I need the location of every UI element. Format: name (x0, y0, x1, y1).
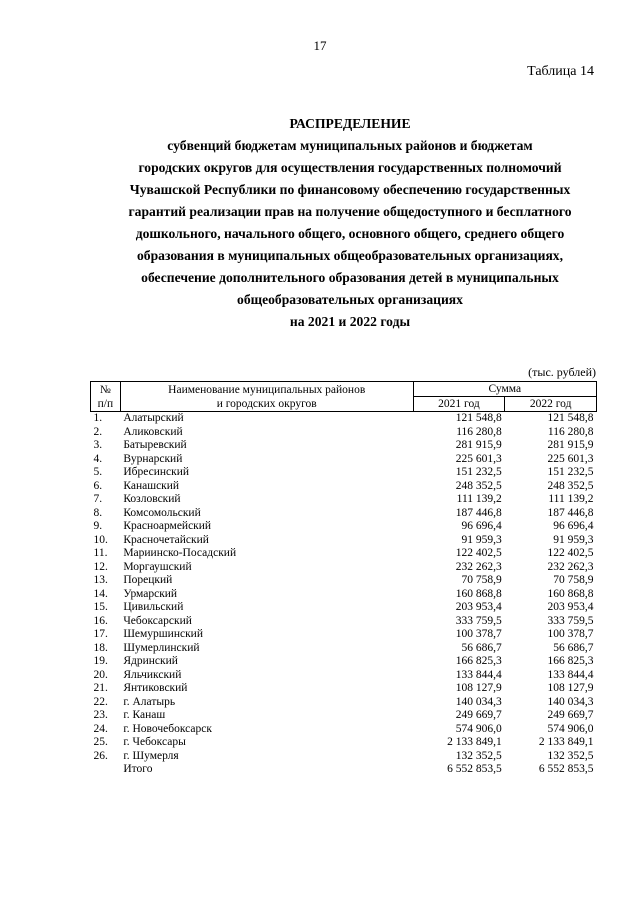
row-name: Козловский (123, 493, 181, 505)
heading-title: РАСПРЕДЕЛЕНИЕ (289, 116, 411, 131)
row-value-2021: 70 758,9 (461, 574, 502, 586)
table-row (91, 412, 597, 426)
total-label: Итого (123, 763, 153, 775)
row-name: Ядринский (123, 655, 178, 667)
row-name: Порецкий (123, 574, 173, 586)
table-row (91, 709, 597, 723)
heading-line: образования в муниципальных общеобразовательных организациях, (137, 248, 563, 263)
row-value-2022: 133 844,4 (547, 668, 594, 681)
table-row (91, 615, 597, 629)
row-num: 21. (93, 682, 108, 694)
row-value-2022: 203 953,4 (547, 601, 594, 613)
row-name: г. Чебоксары (123, 736, 186, 748)
row-value-2022: 111 139,2 (548, 493, 594, 505)
row-num: 5. (93, 466, 103, 478)
row-value-2022: 281 915,9 (547, 439, 594, 451)
row-name: Яльчикский (123, 668, 182, 681)
row-num: 2. (93, 425, 103, 438)
row-value-2021: 116 280,8 (456, 425, 502, 438)
header-name-line2: и городских округов (216, 397, 317, 410)
row-num: 15. (93, 601, 108, 613)
table-row (91, 723, 597, 737)
row-num: 20. (93, 668, 108, 681)
row-name: Янтиковский (123, 682, 188, 694)
heading-line: на 2021 и 2022 годы (289, 314, 411, 329)
row-value-2021: 232 262,3 (455, 560, 502, 573)
units-label: (тыс. рублей) (528, 365, 596, 379)
table-row (91, 534, 597, 548)
row-name: Чебоксарский (123, 614, 192, 627)
row-name: Мариинско-Посадский (123, 547, 237, 559)
table-row (91, 466, 597, 480)
table-row (91, 426, 597, 440)
total-value-2021: 6 552 853,5 (447, 763, 502, 775)
row-num: 6. (93, 479, 103, 492)
table-row (91, 669, 597, 683)
table-row (91, 574, 597, 588)
row-num: 10. (93, 533, 108, 546)
heading-line: Чувашской Республики по финансовому обеспечению государственных (129, 182, 571, 197)
row-num: 13. (93, 574, 108, 586)
row-value-2021: 187 446,8 (455, 506, 502, 519)
row-value-2021: 249 669,7 (455, 709, 502, 721)
row-value-2022: 160 868,8 (547, 587, 594, 600)
row-value-2022: 140 034,3 (547, 695, 594, 708)
row-name: г. Шумерля (123, 749, 179, 762)
row-value-2022: 122 402,5 (547, 547, 594, 559)
row-value-2022: 56 686,7 (553, 641, 594, 654)
row-value-2021: 151 232,5 (455, 466, 502, 478)
header-name (120, 382, 413, 412)
row-name: Урмарский (123, 587, 178, 600)
table-row (91, 520, 597, 534)
row-name: Красноармейский (123, 520, 212, 532)
heading-line: общеобразовательных организациях (237, 292, 463, 307)
table-row (91, 453, 597, 467)
table-row (91, 628, 597, 642)
row-value-2021: 108 127,9 (455, 682, 502, 694)
row-num: 12. (93, 560, 108, 573)
header-year-2022: 2022 год (505, 397, 597, 412)
table-body (91, 412, 597, 777)
heading-line: городских округов для осуществления государственных полномочий (138, 160, 562, 175)
row-num: 17. (93, 628, 108, 640)
row-value-2021: 225 601,3 (455, 452, 502, 465)
table-row (91, 588, 597, 602)
row-value-2021: 121 548,8 (455, 412, 502, 424)
row-num: 26. (93, 749, 108, 762)
row-name: Ибресинский (123, 466, 190, 478)
header-num-line1: № (99, 383, 111, 396)
row-num: 22. (93, 695, 108, 708)
table-label: Таблица 14 (527, 64, 594, 79)
row-value-2022: 108 127,9 (547, 682, 594, 694)
row-num: 23. (93, 709, 108, 721)
row-value-2022: 232 262,3 (547, 560, 594, 573)
document-heading (60, 113, 640, 333)
row-value-2022: 166 825,3 (547, 655, 594, 667)
row-value-2021: 122 402,5 (455, 547, 502, 559)
row-num: 4. (93, 452, 103, 465)
header-name-line1: Наименование муниципальных районов (168, 383, 366, 396)
row-value-2022: 121 548,8 (547, 412, 594, 424)
table-row (91, 736, 597, 750)
heading-line: гарантий реализации прав на получение общедоступного и бесплатного (128, 204, 572, 219)
table-row (91, 655, 597, 669)
row-num: 8. (93, 506, 103, 519)
table-row (91, 480, 597, 494)
row-value-2021: 333 759,5 (455, 614, 502, 627)
row-value-2022: 333 759,5 (547, 614, 594, 627)
row-value-2022: 116 280,8 (547, 425, 594, 438)
row-value-2022: 96 696,4 (553, 520, 594, 532)
row-name: Моргаушский (123, 560, 192, 573)
table-row (91, 507, 597, 521)
row-name: г. Новочебоксарск (123, 722, 212, 735)
row-value-2022: 91 959,3 (553, 533, 594, 546)
table-total-row (91, 763, 597, 777)
row-num: 18. (93, 641, 108, 654)
row-value-2022: 187 446,8 (547, 506, 594, 519)
row-value-2022: 248 352,5 (547, 479, 594, 492)
header-num-line2: п/п (97, 397, 114, 410)
row-value-2021: 2 133 849,1 (447, 736, 502, 748)
row-value-2021: 166 825,3 (455, 655, 502, 667)
row-value-2022: 70 758,9 (553, 574, 594, 586)
row-name: Шемуршинский (123, 628, 203, 640)
row-value-2022: 2 133 849,1 (538, 736, 594, 748)
row-name: Батыревский (123, 439, 187, 451)
row-num: 9. (93, 520, 103, 532)
row-value-2021: 574 906,0 (455, 722, 502, 735)
row-value-2021: 140 034,3 (455, 695, 502, 708)
distribution-table (90, 381, 597, 777)
row-value-2022: 100 378,7 (547, 628, 594, 640)
heading-line: субвенций бюджетам муниципальных районов и бюджетам (167, 138, 533, 153)
table-row (91, 547, 597, 561)
row-value-2022: 574 906,0 (547, 722, 594, 735)
row-name: Красночетайский (123, 533, 209, 546)
table-row (91, 601, 597, 615)
header-sum: Сумма (413, 382, 596, 397)
page-number: 17 (313, 38, 327, 53)
table-row (91, 493, 597, 507)
table-row (91, 561, 597, 575)
row-num: 11. (93, 547, 108, 559)
row-value-2021: 111 139,2 (456, 493, 502, 505)
table-row (91, 696, 597, 710)
row-value-2021: 281 915,9 (455, 439, 502, 451)
row-name: Цивильский (123, 601, 184, 613)
row-value-2021: 96 696,4 (461, 520, 502, 532)
row-name: Вурнарский (123, 452, 183, 465)
row-value-2021: 91 959,3 (461, 533, 502, 546)
row-value-2021: 160 868,8 (455, 587, 502, 600)
row-num: 25. (93, 736, 108, 748)
table-row (91, 642, 597, 656)
table-row (91, 750, 597, 764)
row-value-2021: 203 953,4 (455, 601, 502, 613)
row-name: Канашский (123, 479, 180, 492)
row-num: 3. (93, 439, 103, 451)
heading-line: дошкольного, начального общего, основного общего, среднего общего (135, 226, 565, 241)
heading-line: обеспечение дополнительного образования детей в муниципальных (141, 270, 559, 285)
row-name: Шумерлинский (123, 641, 200, 654)
row-num: 1. (93, 412, 103, 424)
row-value-2021: 133 844,4 (455, 668, 502, 681)
row-num: 16. (93, 614, 108, 627)
row-value-2021: 248 352,5 (455, 479, 502, 492)
table-row (91, 682, 597, 696)
row-name: Аликовский (123, 425, 183, 438)
row-value-2021: 56 686,7 (461, 641, 502, 654)
row-value-2022: 151 232,5 (547, 466, 594, 478)
row-name: Алатырский (123, 412, 184, 424)
row-name: г. Алатырь (123, 695, 176, 708)
row-num: 24. (93, 722, 108, 735)
row-name: Комсомольский (123, 506, 201, 519)
row-name: г. Канаш (123, 709, 166, 721)
total-value-2022: 6 552 853,5 (538, 763, 594, 775)
total-num (91, 763, 121, 777)
row-value-2022: 132 352,5 (547, 749, 594, 762)
row-num: 19. (93, 655, 108, 667)
header-year-2021: 2021 год (413, 397, 505, 412)
row-value-2022: 225 601,3 (547, 452, 594, 465)
row-value-2021: 132 352,5 (455, 749, 502, 762)
table-row (91, 439, 597, 453)
row-value-2021: 100 378,7 (455, 628, 502, 640)
header-num (91, 382, 121, 412)
row-num: 7. (93, 493, 103, 505)
row-num: 14. (93, 587, 108, 600)
row-value-2022: 249 669,7 (547, 709, 594, 721)
